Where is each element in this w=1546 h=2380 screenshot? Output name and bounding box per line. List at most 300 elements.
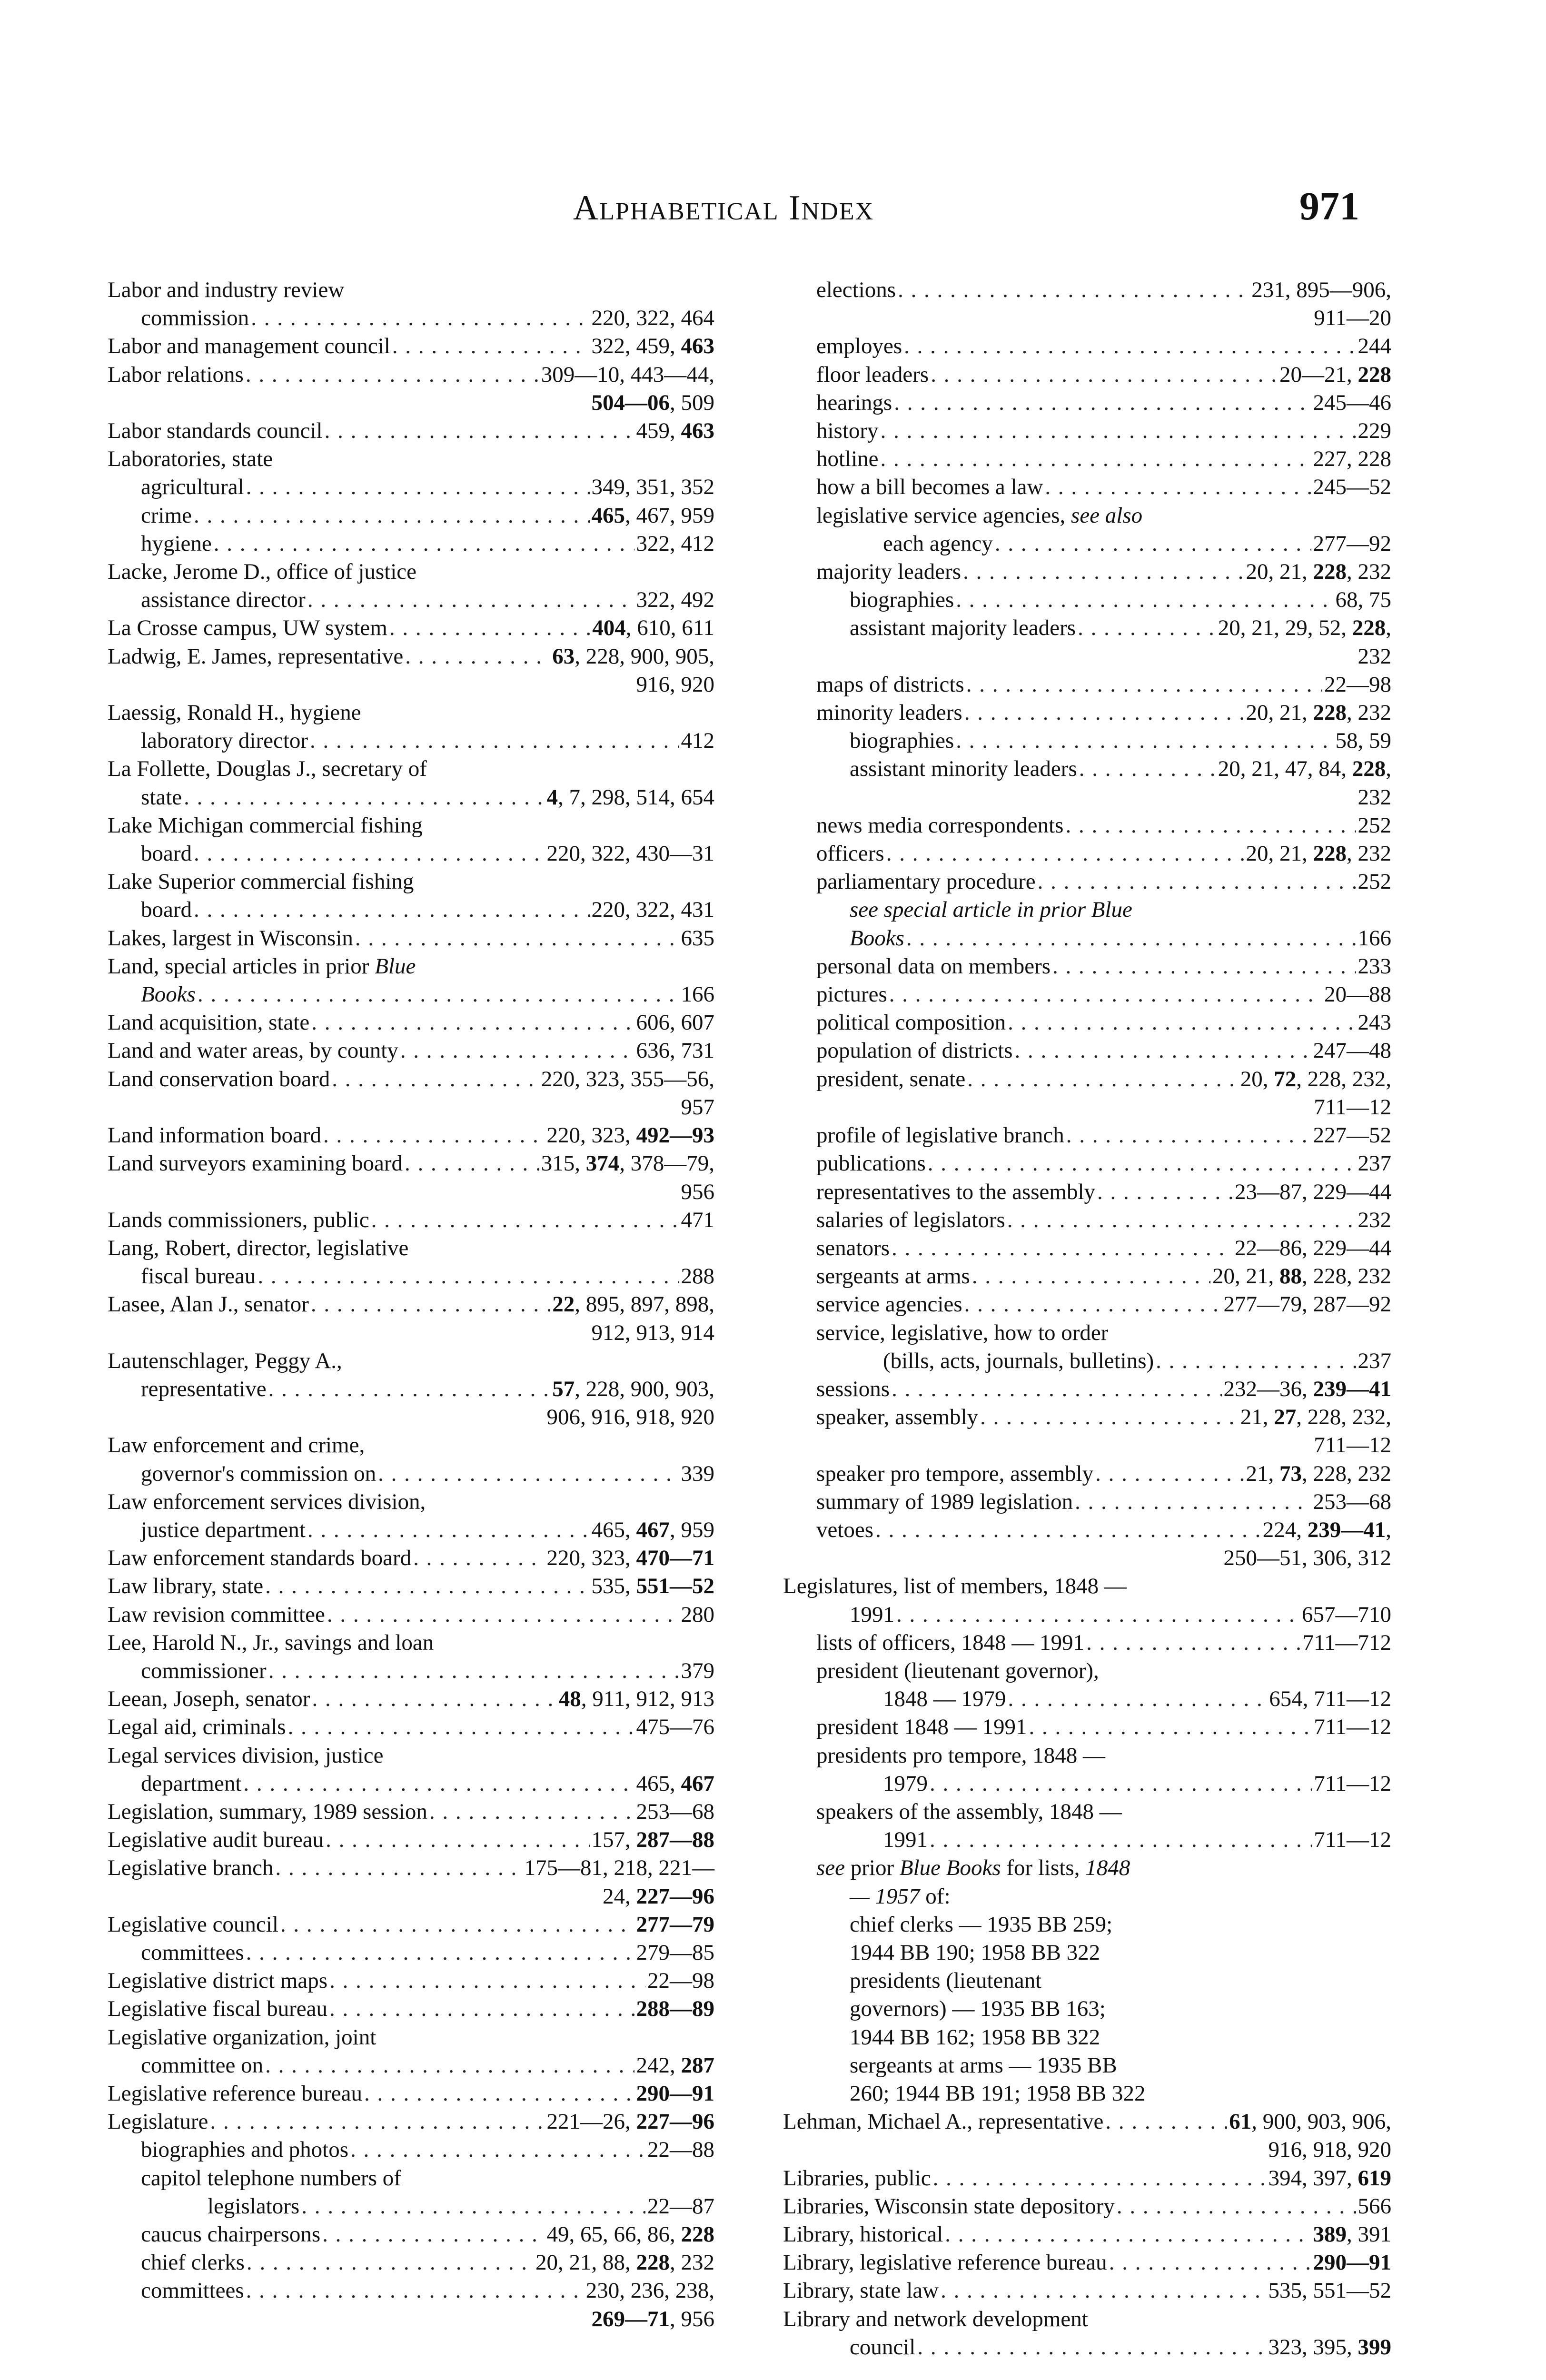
- entry-term: representative: [141, 1376, 267, 1401]
- index-entry: [783, 1319, 1391, 1375]
- dot-leader: [392, 332, 590, 360]
- entry-term: assistance director: [141, 587, 306, 613]
- entry-term: speaker, assembly: [816, 1405, 979, 1430]
- entry-pages: 166: [1358, 925, 1391, 951]
- entry-leader-line: [850, 1601, 1391, 1629]
- index-entry: [783, 1121, 1391, 1150]
- index-entry: [783, 2192, 1391, 2221]
- entry-term: how a bill becomes a law: [816, 475, 1043, 500]
- entry-pages: 21, 27, 228, 232,: [1240, 1405, 1391, 1430]
- entry-pages: 22—87: [647, 2193, 714, 2219]
- entry-heading-line: Lake Superior commercial fishing: [108, 869, 414, 894]
- dot-leader: [332, 1065, 539, 1093]
- entry-pages-continued: 912, 913, 914: [591, 1320, 714, 1345]
- entry-pages: 711—712: [1302, 1630, 1391, 1655]
- entry-pages-continued: 232: [1358, 644, 1391, 669]
- index-entry: [108, 445, 714, 473]
- entry-pages: 280: [681, 1602, 714, 1627]
- entry-leader-line: [783, 2164, 1391, 2192]
- entry-leader-line: [850, 755, 1391, 783]
- entry-note-line: presidents (lieutenant: [850, 1968, 1042, 1993]
- entry-leader-line: [850, 2333, 1391, 2361]
- dot-leader: [323, 1121, 545, 1150]
- dot-leader: [247, 2249, 534, 2277]
- entry-pages-continued: 911—20: [1314, 306, 1391, 331]
- entry-pages-continued: 232: [1358, 784, 1391, 810]
- index-entry: [108, 473, 714, 501]
- entry-term: Legal aid, criminals: [108, 1715, 286, 1740]
- entry-leader-line: [816, 332, 1391, 360]
- index-entry: [108, 530, 714, 558]
- entry-note-line: 260; 1944 BB 191; 1958 BB 322: [850, 2081, 1146, 2106]
- index-entry: [783, 1516, 1391, 1572]
- entry-term: minority leaders: [816, 700, 962, 725]
- entry-term: Law enforcement standards board: [108, 1546, 412, 1571]
- entry-leader-line: [783, 2249, 1391, 2277]
- entry-leader-line: [141, 1657, 714, 1685]
- entry-heading-line: presidents pro tempore, 1848 —: [816, 1743, 1105, 1768]
- dot-leader: [966, 671, 1322, 699]
- dot-leader: [310, 727, 679, 755]
- index-entry: [108, 643, 714, 699]
- dot-leader: [371, 1206, 679, 1234]
- index-entry: [108, 699, 714, 755]
- index-entry: [108, 1488, 714, 1544]
- entry-pages: 309—10, 443—44,: [541, 362, 714, 387]
- index-entry: [108, 1037, 714, 1065]
- dot-leader: [896, 1601, 1300, 1629]
- dot-leader: [1052, 952, 1356, 981]
- dot-leader: [378, 1460, 679, 1488]
- index-entry: [108, 1939, 714, 1967]
- entry-pages: 711—12: [1314, 1827, 1391, 1853]
- entry-heading-line: Lake Michigan commercial fishing: [108, 813, 423, 838]
- entry-term: Land surveyors examining board: [108, 1151, 403, 1176]
- entry-leader-line: [816, 952, 1391, 981]
- index-entry: [108, 1742, 714, 1798]
- entry-term: senators: [816, 1235, 890, 1260]
- entry-term: personal data on members: [816, 953, 1051, 979]
- entry-heading-line: Legislative organization, joint: [108, 2024, 377, 2050]
- dot-leader: [1105, 2108, 1227, 2136]
- entry-leader-line: [816, 1290, 1391, 1319]
- entry-term: chief clerks: [141, 2250, 245, 2275]
- entry-term: Books: [141, 982, 196, 1007]
- entry-pages-continued: 711—12: [1314, 1433, 1391, 1458]
- entry-pages: 711—12: [1314, 1715, 1391, 1740]
- entry-term: Lands commissioners, public: [108, 1207, 369, 1232]
- index-entry: [108, 952, 714, 1009]
- entry-pages: 20—88: [1324, 982, 1391, 1007]
- entry-term: Legislative reference bureau: [108, 2081, 362, 2106]
- entry-pages: 220, 323, 355—56,: [541, 1066, 714, 1091]
- entry-leader-line: [783, 2277, 1391, 2305]
- entry-pages: 465, 467: [636, 1771, 714, 1796]
- entry-heading-line: Law enforcement and crime,: [108, 1433, 365, 1458]
- entry-term: legislators: [208, 2193, 300, 2219]
- entry-leader-line: [816, 981, 1391, 1009]
- entry-pages: 157, 287—88: [591, 1827, 714, 1853]
- entry-leader-line: [850, 586, 1391, 614]
- entry-leader-line: [816, 1065, 1391, 1093]
- dot-leader: [904, 332, 1356, 360]
- entry-term: Land information board: [108, 1123, 321, 1148]
- index-entry: [783, 952, 1391, 981]
- entry-term: Legislative branch: [108, 1855, 274, 1881]
- entry-note-line: sergeants at arms — 1935 BB: [850, 2053, 1117, 2078]
- entry-pages: 221—26, 227—96: [546, 2109, 714, 2134]
- index-entry: [108, 1911, 714, 1939]
- entry-term: publications: [816, 1151, 926, 1176]
- entry-pages: 20, 21, 47, 84, 228,: [1218, 756, 1391, 782]
- entry-leader-line: [850, 614, 1391, 642]
- entry-pages-continued: 906, 916, 918, 920: [546, 1405, 714, 1430]
- index-entry: [108, 812, 714, 868]
- index-entry: [783, 896, 1391, 952]
- entry-term: Legislative council: [108, 1912, 278, 1937]
- entry-pages: 20, 21, 228, 232: [1246, 559, 1391, 585]
- entry-leader-line: [108, 1544, 714, 1572]
- entry-pages: 253—68: [636, 1799, 714, 1824]
- entry-term: Legislative district maps: [108, 1968, 328, 1993]
- entry-leader-line: [141, 473, 714, 501]
- entry-term: Library, legislative reference bureau: [783, 2250, 1107, 2275]
- entry-pages: 243: [1358, 1010, 1391, 1035]
- entry-pages: 389, 391: [1313, 2222, 1391, 2247]
- entry-term: Labor and management council: [108, 334, 390, 359]
- dot-leader: [1079, 755, 1216, 783]
- dot-leader: [967, 1065, 1239, 1093]
- entry-term: committee on: [141, 2053, 264, 2078]
- index-entry: [783, 1572, 1391, 1628]
- entry-term: majority leaders: [816, 559, 961, 585]
- entry-leader-line: [883, 1826, 1391, 1854]
- entry-note-line: 1944 BB 190; 1958 BB 322: [850, 1940, 1100, 1965]
- entry-term: state: [141, 784, 182, 810]
- dot-leader: [1029, 1713, 1312, 1741]
- index-entry: [783, 755, 1391, 811]
- entry-pages: 471: [681, 1207, 714, 1232]
- index-entry: [108, 1121, 714, 1150]
- entry-heading-line: Legislatures, list of members, 1848 —: [783, 1574, 1127, 1599]
- entry-pages: 636, 731: [636, 1038, 714, 1063]
- entry-term: Lakes, largest in Wisconsin: [108, 925, 353, 951]
- dot-leader: [889, 981, 1322, 1009]
- entry-term: service agencies: [816, 1292, 962, 1317]
- entry-pages: 244: [1358, 334, 1391, 359]
- entry-leader-line: [883, 1770, 1391, 1798]
- entry-leader-line: [816, 868, 1391, 896]
- dot-leader: [312, 1685, 556, 1713]
- entry-leader-line: [141, 2221, 714, 2249]
- entry-leader-line: [816, 276, 1391, 304]
- entry-leader-line: [816, 1460, 1391, 1488]
- dot-leader: [246, 473, 590, 501]
- index-entry: [108, 2221, 714, 2249]
- entry-term: Legislative audit bureau: [108, 1827, 324, 1853]
- index-entry: [783, 332, 1391, 360]
- entry-term: history: [816, 418, 879, 444]
- index-entry: [108, 1150, 714, 1206]
- dot-leader: [329, 1967, 645, 1995]
- entry-heading-line: speakers of the assembly, 1848 —: [816, 1799, 1122, 1824]
- entry-pages: 22, 895, 897, 898,: [552, 1292, 714, 1317]
- dot-leader: [964, 699, 1244, 727]
- dot-leader: [246, 361, 539, 389]
- dot-leader: [956, 586, 1333, 614]
- entry-pages: 22—86, 229—44: [1235, 1235, 1391, 1260]
- index-entry: [783, 417, 1391, 445]
- entry-pages-continued: 250—51, 306, 312: [1223, 1546, 1391, 1571]
- index-entry: [783, 1290, 1391, 1319]
- entry-term: sessions: [816, 1376, 890, 1401]
- entry-pages: 606, 607: [636, 1010, 714, 1035]
- entry-term: committees: [141, 2278, 244, 2303]
- entry-term: population of districts: [816, 1038, 1013, 1063]
- index-entry: [783, 671, 1391, 699]
- entry-term: hearings: [816, 390, 892, 415]
- entry-pages: 4, 7, 298, 514, 654: [546, 784, 714, 810]
- entry-pages-continued: 916, 918, 920: [1268, 2137, 1391, 2162]
- entry-leader-line: [108, 332, 714, 360]
- entry-leader-line: [108, 1121, 714, 1150]
- entry-pages: 227—52: [1313, 1123, 1391, 1148]
- entry-leader-line: [108, 1150, 714, 1178]
- index-entry: [783, 812, 1391, 840]
- entry-leader-line: [883, 1347, 1391, 1375]
- dot-leader: [1075, 1488, 1311, 1516]
- dot-leader: [898, 276, 1249, 304]
- index-entry: [108, 1290, 714, 1347]
- entry-pages: 220, 323, 470—71: [546, 1546, 714, 1571]
- entry-leader-line: [816, 1262, 1391, 1290]
- dot-leader: [892, 1234, 1233, 1262]
- entry-term: agricultural: [141, 475, 244, 500]
- entry-heading-line: La Follette, Douglas J., secretary of: [108, 756, 427, 782]
- entry-pages: 237: [1358, 1348, 1391, 1373]
- entry-term: 1979: [883, 1771, 928, 1796]
- index-entry: [108, 1572, 714, 1600]
- entry-pages: 48, 911, 912, 913: [558, 1686, 714, 1712]
- entry-term: Labor relations: [108, 362, 244, 387]
- entry-pages: 459, 463: [636, 418, 714, 444]
- entry-pages: 322, 492: [636, 587, 714, 613]
- entry-pages: 20, 21, 88, 228, 232: [535, 2250, 714, 2275]
- dot-leader: [280, 1911, 634, 1939]
- entry-term: summary of 1989 legislation: [816, 1489, 1073, 1514]
- entry-term: maps of districts: [816, 672, 964, 697]
- entry-leader-line: [108, 1037, 714, 1065]
- entry-term: Legislature: [108, 2109, 208, 2134]
- dot-leader: [917, 2333, 1266, 2361]
- dot-leader: [389, 614, 590, 642]
- dot-leader: [243, 1770, 634, 1798]
- entry-pages: 20, 21, 29, 52, 228,: [1218, 615, 1391, 641]
- entry-term: caucus chairpersons: [141, 2222, 321, 2247]
- dot-leader: [325, 417, 634, 445]
- entry-term: Legislative fiscal bureau: [108, 1996, 327, 2022]
- dot-leader: [326, 1826, 589, 1854]
- index-entry: [108, 2164, 714, 2221]
- entry-heading-line: capitol telephone numbers of: [141, 2165, 401, 2191]
- dot-leader: [311, 1290, 550, 1319]
- entry-heading-line: Labor and industry review: [108, 278, 345, 302]
- entry-term: speaker pro tempore, assembly: [816, 1461, 1094, 1486]
- index-entry: [783, 2164, 1391, 2192]
- index-entry: [783, 1009, 1391, 1037]
- entry-leader-line: [141, 1939, 714, 1967]
- entry-leader-line: [816, 1037, 1391, 1065]
- entry-pages: 465, 467, 959: [591, 1517, 714, 1542]
- entry-pages: 339: [681, 1461, 714, 1486]
- dot-leader: [964, 1290, 1222, 1319]
- entry-leader-line: [108, 2108, 714, 2136]
- dot-leader: [210, 2108, 545, 2136]
- entry-term: Land acquisition, state: [108, 1010, 310, 1035]
- index-entry: [108, 1995, 714, 2023]
- index-entry: [783, 1460, 1391, 1488]
- dot-leader: [906, 924, 1356, 952]
- dot-leader: [268, 1375, 551, 1403]
- dot-leader: [275, 1854, 522, 1882]
- entry-heading-line: Lautenschlager, Peggy A.,: [108, 1348, 342, 1373]
- entry-term: political composition: [816, 1010, 1006, 1035]
- dot-leader: [930, 1770, 1312, 1798]
- entry-term: commission: [141, 306, 249, 331]
- dot-leader: [327, 1601, 679, 1629]
- index-entry: [108, 502, 714, 530]
- entry-pages: 394, 397, 619: [1268, 2165, 1391, 2191]
- entry-pages: 61, 900, 903, 906,: [1229, 2109, 1391, 2134]
- entry-pages: 63, 228, 900, 905,: [552, 644, 714, 669]
- index-entry: [783, 1713, 1391, 1741]
- entry-heading-line: Lacke, Jerome D., office of justice: [108, 559, 417, 585]
- index-entry: [108, 1065, 714, 1121]
- index-entry: [783, 1657, 1391, 1713]
- entry-pages: 68, 75: [1335, 587, 1391, 613]
- entry-term: vetoes: [816, 1517, 874, 1542]
- entry-heading-line: legislative service agencies, see also: [816, 503, 1143, 528]
- entry-term: parliamentary procedure: [816, 869, 1036, 894]
- entry-pages: 252: [1358, 869, 1391, 894]
- entry-leader-line: [850, 727, 1391, 755]
- index-entry: [108, 1347, 714, 1432]
- entry-leader-line: [208, 2192, 714, 2221]
- index-entry: [108, 1431, 714, 1488]
- entry-pages-continued: 916, 920: [636, 672, 714, 697]
- entry-leader-line: [141, 896, 714, 924]
- entry-leader-line: [108, 1206, 714, 1234]
- entry-leader-line: [108, 2080, 714, 2108]
- entry-leader-line: [141, 2249, 714, 2277]
- entry-pages: 465, 467, 959: [591, 503, 714, 528]
- entry-pages: 49, 65, 66, 86, 228: [546, 2222, 714, 2247]
- entry-leader-line: [141, 1516, 714, 1544]
- entry-term: Labor standards council: [108, 418, 323, 444]
- entry-term: floor leaders: [816, 362, 929, 387]
- dot-leader: [881, 417, 1356, 445]
- entry-term: board: [141, 841, 192, 866]
- entry-leader-line: [816, 1121, 1391, 1150]
- entry-leader-line: [141, 2277, 714, 2305]
- entry-pages: 242, 287: [636, 2053, 714, 2078]
- entry-pages-continued: 504—06, 509: [591, 390, 714, 415]
- entry-term: Law library, state: [108, 1574, 264, 1599]
- index-entry: [108, 1234, 714, 1290]
- entry-pages-continued: 269—71, 956: [591, 2306, 714, 2331]
- entry-term: council: [850, 2334, 916, 2360]
- index-entry: [108, 1544, 714, 1572]
- index-entry: [783, 1065, 1391, 1121]
- entry-term: Legislation, summary, 1989 session: [108, 1799, 427, 1824]
- entry-pages: 175—81, 218, 221—: [524, 1855, 714, 1881]
- dot-leader: [1109, 2249, 1311, 2277]
- entry-leader-line: [783, 2108, 1391, 2136]
- index-entry: [783, 2108, 1391, 2164]
- dot-leader: [194, 840, 545, 868]
- entry-term: Law revision committee: [108, 1602, 325, 1627]
- index-entry: [108, 417, 714, 445]
- index-entry: [783, 1742, 1391, 1798]
- entry-leader-line: [108, 1601, 714, 1629]
- entry-leader-line: [816, 1234, 1391, 1262]
- entry-pages: 220, 322, 430—31: [546, 841, 714, 866]
- entry-term: assistant majority leaders: [850, 615, 1076, 641]
- entry-term: Books: [850, 925, 904, 951]
- dot-leader: [265, 2052, 634, 2080]
- dot-leader: [886, 840, 1244, 868]
- index-entry: [783, 1798, 1391, 1854]
- index-entry: [783, 1037, 1391, 1065]
- entry-leader-line: [141, 2052, 714, 2080]
- dot-leader: [214, 530, 634, 558]
- dot-leader: [1156, 1347, 1356, 1375]
- entry-heading-line: Law enforcement services division,: [108, 1489, 426, 1514]
- index-entry: [108, 1713, 714, 1741]
- dot-leader: [429, 1798, 634, 1826]
- dot-leader: [1117, 2192, 1356, 2221]
- entry-leader-line: [108, 361, 714, 389]
- entry-pages: 245—46: [1313, 390, 1391, 415]
- entry-heading-line: Legal services division, justice: [108, 1743, 384, 1768]
- entry-leader-line: [816, 1178, 1391, 1206]
- entry-leader-line: [141, 2136, 714, 2164]
- entry-term: representatives to the assembly: [816, 1179, 1096, 1204]
- entry-term: president 1848 — 1991: [816, 1715, 1027, 1740]
- entry-term: Ladwig, E. James, representative: [108, 644, 404, 669]
- index-entry: [108, 276, 714, 332]
- entry-leader-line: [108, 1798, 714, 1826]
- entry-pages: 245—52: [1313, 475, 1391, 500]
- entry-term: salaries of legislators: [816, 1207, 1005, 1232]
- entry-term: Libraries, public: [783, 2165, 931, 2191]
- index-entry: [108, 1601, 714, 1629]
- dot-leader: [894, 389, 1311, 417]
- entry-term: justice department: [141, 1517, 306, 1542]
- index-entry: [783, 473, 1391, 501]
- dot-leader: [246, 2277, 584, 2305]
- dot-leader: [930, 1826, 1312, 1854]
- entry-heading-line: Land, special articles in prior Blue: [108, 953, 416, 979]
- dot-leader: [963, 558, 1244, 586]
- dot-leader: [301, 2192, 645, 2221]
- index-entry: [783, 445, 1391, 473]
- entry-leader-line: [108, 614, 714, 642]
- entry-leader-line: [816, 671, 1391, 699]
- entry-term: governor's commission on: [141, 1461, 377, 1486]
- entry-leader-line: [816, 1403, 1391, 1431]
- index-entry: [108, 361, 714, 417]
